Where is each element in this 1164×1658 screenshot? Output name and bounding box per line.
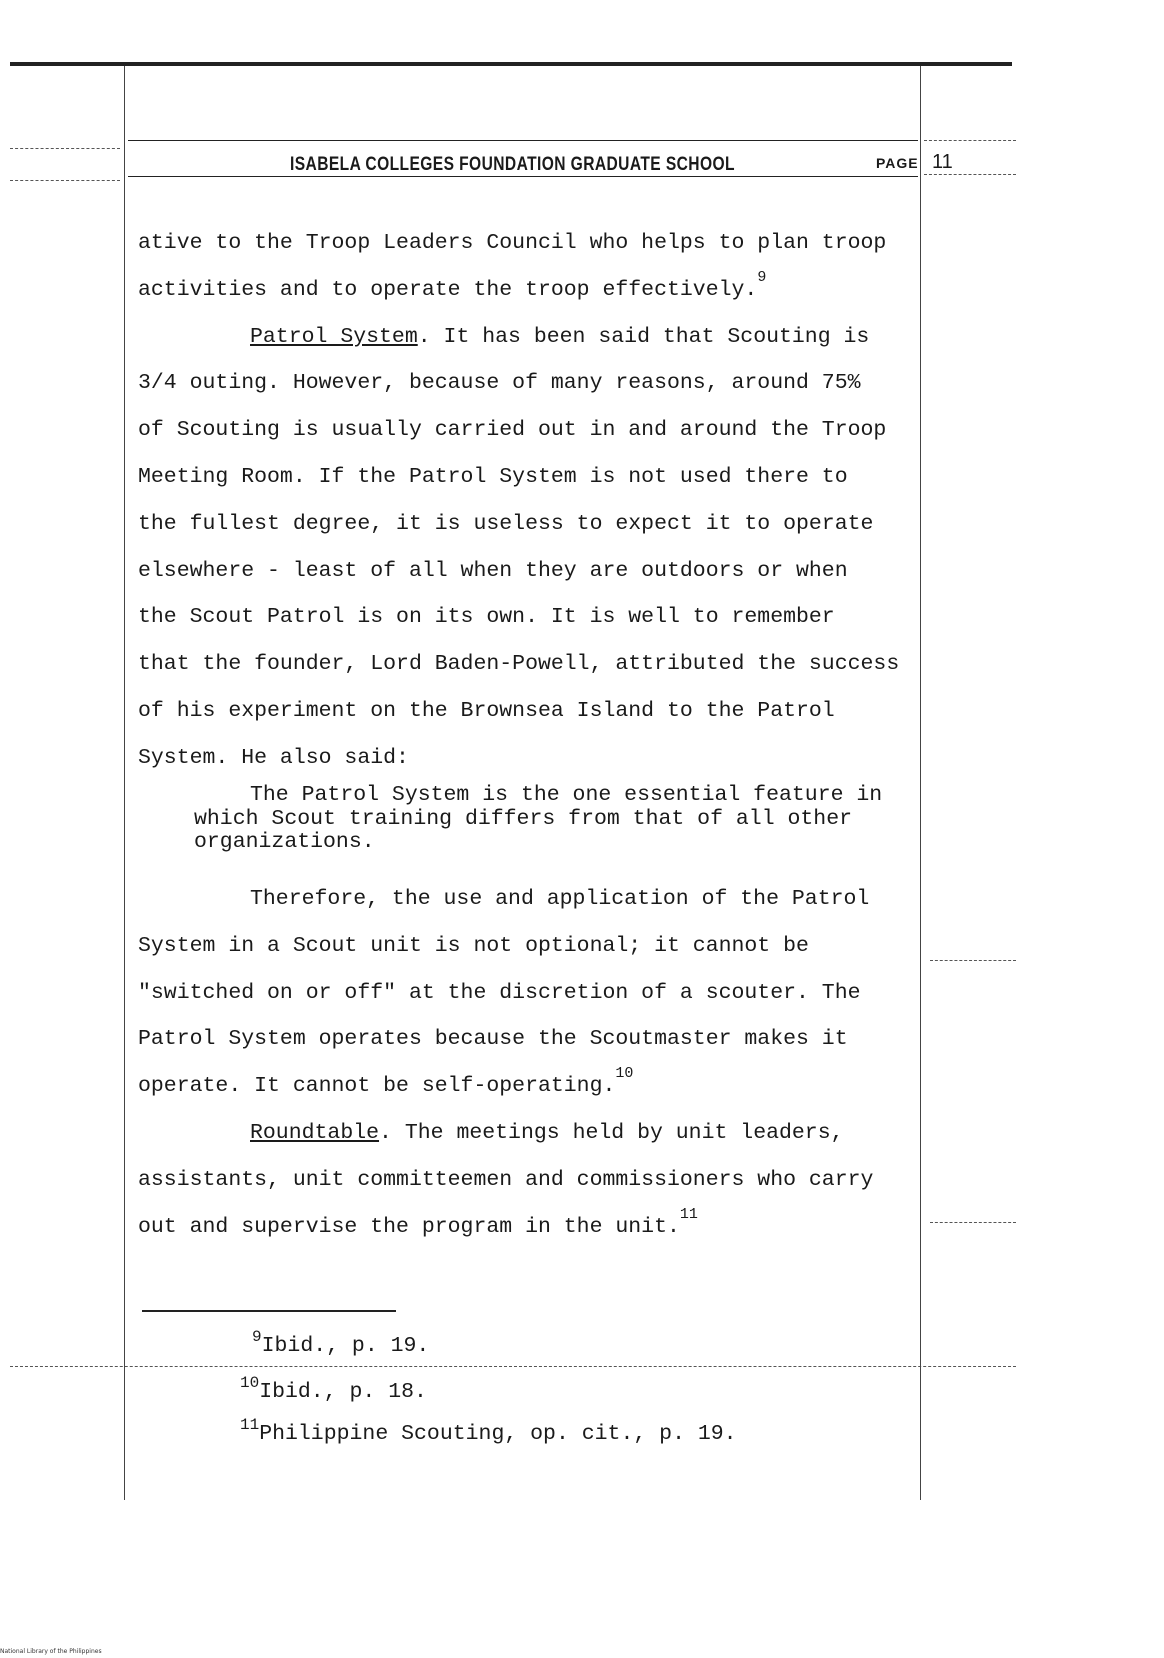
bottom-dashed-rule	[10, 1366, 1016, 1367]
text-line: Patrol System operates because the Scoutmaster makes it	[138, 1027, 848, 1052]
footnote: $^9$Ibid., p. 19.	[252, 1328, 430, 1358]
footnote: $^{11}$Philippine Scouting, op. cit., p. 19.	[240, 1416, 737, 1446]
top-border-rule	[10, 62, 1012, 66]
text-line: elsewhere - least of all when they are outdoors or when	[138, 558, 848, 583]
text-line: activities and to operate the troop effectively.$^9$	[138, 268, 767, 302]
text-line: System in a Scout unit is not optional; it cannot be	[138, 933, 809, 958]
patrol-system-paragraph: Patrol System. It has been said that Scouting is	[250, 324, 870, 349]
roundtable-paragraph: Roundtable. The meetings held by unit leaders,	[250, 1120, 844, 1145]
body-text-block-2	[138, 876, 978, 1250]
text-line: assistants, unit committeemen and commissioners who carry	[138, 1167, 874, 1192]
text-line: Therefore, the use and application of the Patrol	[250, 887, 870, 911]
header-top-rule	[128, 140, 918, 141]
text-line: 3/4 outing. However, because of many reasons, around 75%	[138, 371, 861, 396]
section-heading: Patrol System	[250, 324, 418, 349]
text-line: the Scout Patrol is on its own. It is well to remember	[138, 605, 835, 630]
margin-tick-right-1	[924, 140, 1016, 141]
footnote-separator	[142, 1310, 396, 1312]
archive-stamp: National Library of the Philippines	[0, 1648, 102, 1655]
body-text-block	[138, 220, 978, 782]
text-line: "switched on or off" at the discretion of a scouter. The	[138, 980, 861, 1005]
text-line: of Scouting is usually carried out in and around the Troop	[138, 418, 887, 443]
text-line: that the founder, Lord Baden-Powell, attributed the success	[138, 652, 900, 677]
header-bottom-rule	[128, 176, 918, 177]
text-line: ative to the Troop Leaders Council who helps to plan troop	[138, 231, 887, 255]
footnote-ref: 11	[679, 1205, 698, 1223]
footnote-ref: 10	[615, 1065, 634, 1083]
left-margin-line	[124, 66, 125, 1500]
page-label: PAGE	[876, 155, 919, 171]
block-quote	[194, 784, 994, 855]
quote-line: The Patrol System is the one essential feature in	[250, 783, 883, 807]
text-line: of his experiment on the Brownsea Island to the Patrol	[138, 698, 835, 723]
text-line: the fullest degree, it is useless to expect it to operate	[138, 511, 874, 536]
text-line: System. He also said:	[138, 745, 409, 770]
page-number: 11	[932, 151, 953, 173]
footnote: $^{10}$Ibid., p. 18.	[240, 1374, 427, 1404]
section-heading: Roundtable	[250, 1120, 380, 1145]
margin-tick-right-2	[924, 174, 1016, 175]
text-line: Meeting Room. If the Patrol System is not used there to	[138, 464, 848, 489]
text-line: out and supervise the program in the unit.$^{11}$	[138, 1205, 698, 1239]
text-line: operate. It cannot be self-operating.$^{10}$	[138, 1065, 634, 1099]
quote-line: which Scout training differs from that of all other	[194, 806, 853, 831]
margin-tick-left-1	[10, 148, 120, 149]
quote-line: organizations.	[194, 830, 375, 854]
footnote-ref: 9	[757, 268, 767, 286]
margin-tick-left-2	[10, 180, 120, 181]
institution-header: ISABELA COLLEGES FOUNDATION GRADUATE SCHOOL	[290, 154, 735, 175]
